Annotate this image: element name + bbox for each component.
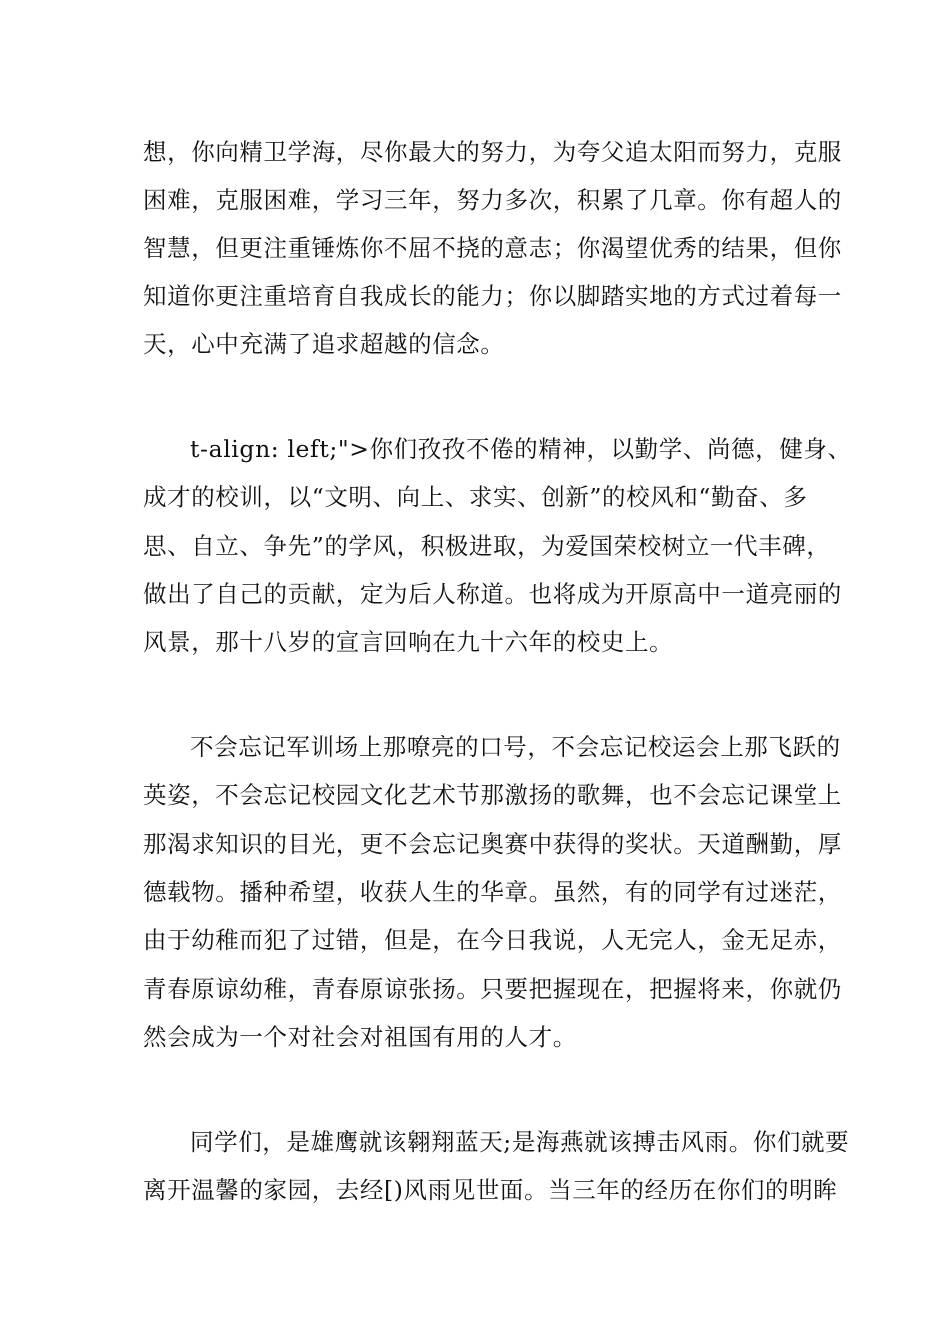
paragraph-1-line-4: 知道你更注重培育自我成长的能力；你以脚踏实地的方式过着每一 [143, 282, 842, 310]
paragraph-3-line-5: 由于幼稚而犯了过错，但是，在今日我说，人无完人，金无足赤， [143, 926, 842, 954]
paragraph-4-line-2: 离开温馨的家园，去经[)风雨见世面。当三年的经历在你们的明眸 [143, 1176, 838, 1204]
paragraph-2-line-2: 成才的校训，以“文明、向上、求实、创新”的校风和“勤奋、多 [143, 483, 808, 511]
paragraph-3-line-2: 英姿，不会忘记校园文化艺术节那激扬的歌舞，也不会忘记课堂上 [143, 781, 842, 809]
paragraph-1-line-1: 想，你向精卫学海，尽你最大的努力，为夸父追太阳而努力，克服 [143, 138, 842, 166]
paragraph-1-line-5: 天，心中充满了追求超越的信念。 [143, 330, 505, 358]
paragraph-3-line-6: 青春原谅幼稚，青春原谅张扬。只要把握现在，把握将来，你就仍 [143, 975, 842, 1003]
paragraph-2-line-1: t-align: left;">你们孜孜不倦的精神，以勤学、尚德，健身、 [190, 435, 852, 463]
paragraph-2-line-5: 风景，那十八岁的宣言回响在九十六年的校史上。 [143, 628, 674, 656]
paragraph-1-line-3: 智慧，但更注重锤炼你不屈不挠的意志；你渴望优秀的结果，但你 [143, 234, 842, 262]
paragraph-4-line-1: 同学们，是雄鹰就该翱翔蓝天;是海燕就该搏击风雨。你们就要 [190, 1128, 850, 1156]
paragraph-3-line-7: 然会成为一个对社会对祖国有用的人才。 [143, 1023, 577, 1051]
paragraph-2-line-3: 思、自立、争先”的学风，积极进取，为爱国荣校树立一代丰碑， [143, 532, 831, 560]
paragraph-3-line-4: 德载物。播种希望，收获人生的华章。虽然，有的同学有过迷茫， [143, 878, 842, 906]
paragraph-3-line-1: 不会忘记军训场上那嘹亮的口号，不会忘记校运会上那飞跃的 [190, 733, 841, 761]
paragraph-2-line-4: 做出了自己的贡献，定为后人称道。也将成为开原高中一道亮丽的 [143, 580, 842, 608]
paragraph-3-line-3: 那渴求知识的目光，更不会忘记奥赛中获得的奖状。天道酬勤，厚 [143, 830, 842, 858]
paragraph-1-line-2: 困难，克服困难，学习三年，努力多次，积累了几章。你有超人的 [143, 186, 842, 214]
